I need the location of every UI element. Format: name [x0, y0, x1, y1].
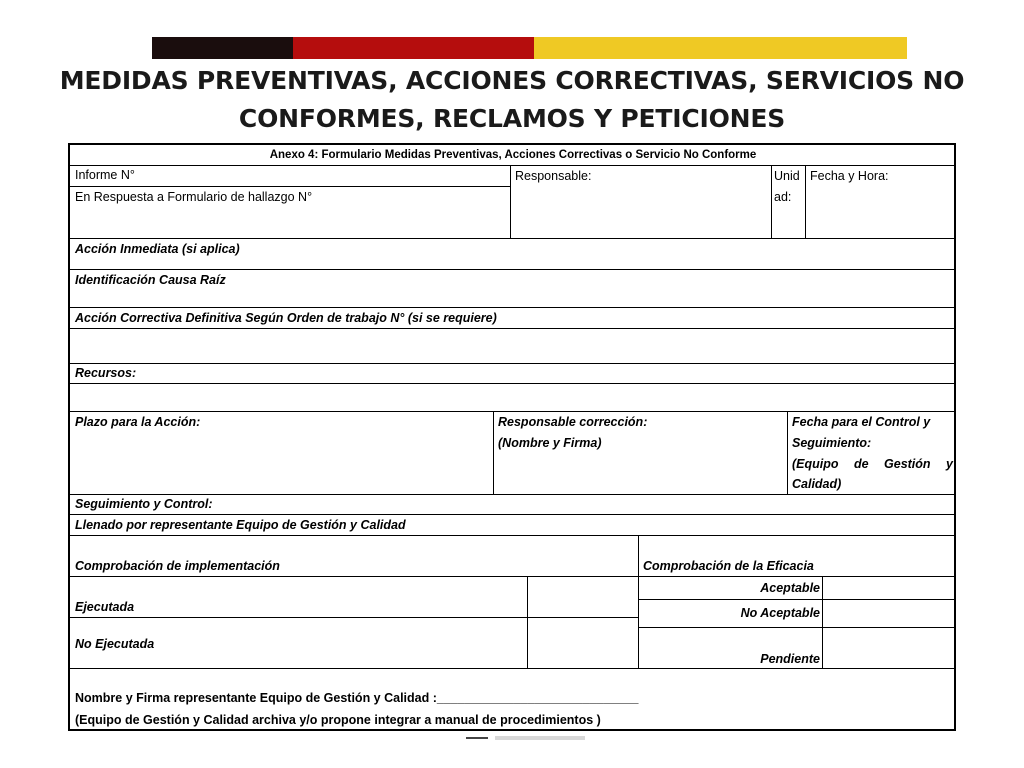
row-divider — [70, 328, 956, 329]
row-divider — [70, 165, 956, 166]
label-unidad-1: Unid — [774, 169, 800, 183]
label-responsable-correccion: Responsable corrección: — [498, 415, 648, 429]
label-ejecutada: Ejecutada — [75, 600, 135, 614]
label-unidad-2: ad: — [774, 190, 792, 204]
label-identificacion-causa: Identificación Causa Raíz — [75, 273, 226, 287]
col-divider — [787, 411, 788, 494]
label-recursos: Recursos: — [75, 366, 137, 380]
row-divider — [70, 238, 956, 239]
form-annex-4 — [68, 143, 956, 731]
row-divider — [638, 599, 956, 600]
row-divider — [70, 411, 956, 412]
label-fecha-hora: Fecha y Hora: — [810, 169, 889, 183]
label-equipo-gestion — [792, 457, 953, 472]
row-divider — [70, 535, 956, 536]
row-divider — [70, 668, 956, 669]
label-accion-correctiva: Acción Correctiva Definitiva Según Orden de trabajo N° (si se requiere) — [75, 311, 497, 325]
footer-mark — [466, 737, 488, 739]
label-en-respuesta: En Respuesta a Formulario de hallazgo N° — [75, 190, 313, 204]
label-responsable: Responsable: — [515, 169, 592, 183]
label-seguimiento: Seguimiento: — [792, 436, 872, 450]
row-divider — [70, 514, 956, 515]
col-divider — [771, 165, 772, 238]
row-divider — [70, 269, 956, 270]
label-informe: Informe N° — [75, 168, 135, 182]
label-nombre-firma: (Nombre y Firma) — [498, 436, 602, 450]
label-calidad: Calidad) — [792, 477, 842, 491]
col-divider — [805, 165, 806, 238]
flag-stripe-black — [152, 37, 293, 59]
label-plazo: Plazo para la Acción: — [75, 415, 201, 429]
label-firma-representante: Nombre y Firma representante Equipo de Gestión y Calidad :_____________________________ — [75, 691, 639, 705]
label-fecha-control: Fecha para el Control y — [792, 415, 931, 429]
label-pendiente: Pendiente — [760, 652, 820, 666]
word-de: de — [853, 457, 869, 471]
row-divider — [70, 576, 956, 577]
label-aceptable: Aceptable — [760, 581, 820, 595]
col-divider — [527, 576, 528, 668]
flag-stripe-red — [293, 37, 534, 59]
title-line-1: MEDIDAS PREVENTIVAS, ACCIONES CORRECTIVAS, SERVICIOS NO — [59, 66, 965, 95]
word-gestion: Gestión — [884, 457, 931, 471]
label-no-ejecutada: No Ejecutada — [75, 637, 155, 651]
page-title — [0, 62, 1024, 138]
form-header: Anexo 4: Formulario Medidas Preventivas, Acciones Correctivas o Servicio No Conforme — [269, 149, 757, 161]
col-divider — [493, 411, 494, 494]
row-divider — [70, 617, 638, 618]
label-llenado: Llenado por representante Equipo de Gestión y Calidad — [75, 518, 406, 532]
footer-faint-text — [495, 736, 585, 740]
label-accion-inmediata: Acción Inmediata (si aplica) — [75, 242, 240, 256]
title-line-2: CONFORMES, RECLAMOS Y PETICIONES — [238, 104, 786, 133]
flag-stripe-yellow — [534, 37, 907, 59]
label-archiva: (Equipo de Gestión y Calidad archiva y/o propone integrar a manual de procedimientos ) — [75, 713, 601, 727]
row-divider — [70, 307, 956, 308]
row-divider — [70, 186, 510, 187]
label-comprobacion-eficacia: Comprobación de la Eficacia — [643, 559, 814, 573]
row-divider — [638, 627, 956, 628]
row-divider — [70, 383, 956, 384]
col-divider — [638, 535, 639, 668]
row-divider — [70, 494, 956, 495]
word-equipo: (Equipo — [792, 457, 839, 471]
label-seguimiento-control: Seguimiento y Control: — [75, 497, 213, 511]
col-divider — [822, 576, 823, 668]
col-divider — [510, 165, 511, 238]
row-divider — [70, 363, 956, 364]
word-y: y — [946, 457, 953, 471]
label-no-aceptable: No Aceptable — [740, 606, 820, 620]
label-comprobacion-implementacion: Comprobación de implementación — [75, 559, 280, 573]
